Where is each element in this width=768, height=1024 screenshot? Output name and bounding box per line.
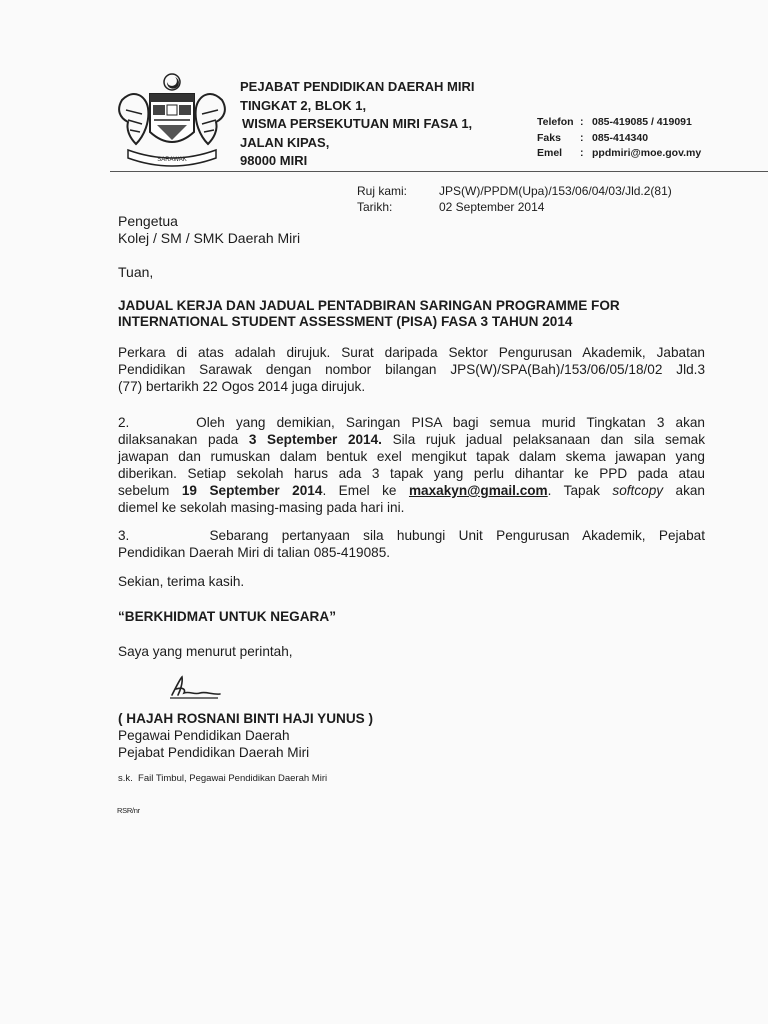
address-line: TINGKAT 2, BLOK 1, (240, 97, 367, 113)
signatory-title: Pegawai Pendidikan Daerah (118, 728, 290, 743)
signatory-office: Pejabat Pendidikan Daerah Miri (118, 745, 310, 760)
recipient-line: Pengetua (118, 213, 178, 229)
body-paragraph-3 (118, 527, 705, 561)
paragraph-line: diemel ke sekolah masing-masing pada hari ini. (118, 500, 405, 515)
deadline-date: 19 September 2014 (181, 483, 323, 498)
contact-value: ppdmiri@moe.gov.my (592, 147, 702, 159)
address-line: JALAN KIPAS, (240, 134, 330, 150)
contact-fax: Faks : 085-414340 (537, 131, 701, 147)
contact-label: Faks (537, 131, 561, 144)
subject-line: JADUAL KERJA DAN JADUAL PENTADBIRAN SARINGAN PROGRAMME FOR (118, 298, 620, 313)
subject-line: INTERNATIONAL STUDENT ASSESSMENT (PISA) FASA 3 TAHUN 2014 (118, 314, 573, 329)
paragraph-line (118, 431, 705, 448)
text-run: Sila rujuk jadual pelaksanaan dan sila semak (381, 432, 706, 447)
paragraph-line: 3. Sebarang pertanyaan sila hubungi Unit Pengurusan Akademik, Pejabat (118, 528, 705, 543)
text-run: akan (663, 483, 705, 498)
text-run: dilaksanakan pada (118, 432, 249, 447)
paragraph-line: Perkara di atas adalah dirujuk. Surat daripada Sektor Pengurusan Akademik, Jabatan (118, 345, 705, 360)
text-run: . Tapak (547, 483, 613, 498)
signature-icon (168, 673, 224, 703)
date-label: Tarikh: (357, 200, 393, 214)
reference-label: Ruj kami: (357, 184, 408, 198)
contact-phone: Telefon : 085-419085 / 419091 (537, 115, 701, 131)
reference-block (357, 183, 672, 215)
paragraph-line: Pendidikan Sarawak dengan nombor bilangan JPS(W)/SPA(Bah)/153/06/05/18/02 Jld.3 (118, 362, 705, 377)
reference-initials: RSR/nr (117, 806, 140, 815)
highlight-date: 3 September 2014. (248, 432, 382, 447)
date-value: 02 September 2014 (439, 200, 545, 214)
carbon-copy: s.k. Fail Timbul, Pegawai Pendidikan Daerah Miri (118, 773, 328, 784)
paragraph-line (118, 482, 705, 499)
letterhead-contact (537, 115, 701, 162)
svg-text:SARAWAK: SARAWAK (157, 157, 187, 163)
email-link[interactable]: maxakyn@gmail.com (408, 483, 548, 498)
address-line: 98000 MIRI (240, 153, 308, 168)
text-run: sebelum (118, 483, 182, 498)
recipient (118, 213, 300, 247)
paragraph-line: diberikan. Setiap sekolah harus ada 3 tapak yang perlu dihantar ke PPD pada atau (118, 466, 705, 481)
paragraph-line: Pendidikan Daerah Miri di talian 085-419085. (118, 545, 391, 560)
recipient-line: Kolej / SM / SMK Daerah Miri (118, 230, 301, 246)
signatory-block (118, 710, 373, 761)
paragraph-line: jawapan dan rumuskan dalam bentuk exel mengikut tapak dalam skema jawapan yang (118, 449, 705, 464)
motto: “BERKHIDMAT UNTUK NEGARA” (118, 609, 336, 624)
contact-value: 085-414340 (592, 131, 649, 144)
signatory-name: ( HAJAH ROSNANI BINTI HAJI YUNUS ) (118, 711, 374, 726)
italic-term: softcopy (612, 483, 664, 498)
text-run: . Emel ke (322, 483, 409, 498)
body-paragraph-2 (118, 414, 705, 516)
address-line: WISMA PERSEKUTUAN MIRI FASA 1, (242, 116, 473, 131)
paragraph-line: (77) bertarikh 22 Ogos 2014 juga dirujuk. (118, 379, 366, 394)
reference-row (357, 183, 672, 199)
letterhead-address (240, 78, 475, 171)
closing-remark: Sekian, terima kasih. (118, 574, 245, 589)
body-paragraph-1 (118, 344, 705, 395)
contact-label: Emel (537, 147, 563, 159)
letterhead-divider (110, 171, 768, 172)
reference-value: JPS(W)/PPDM(Upa)/153/06/04/03/Jld.2(81) (439, 184, 672, 198)
date-row (357, 199, 672, 215)
address-line: PEJABAT PENDIDIKAN DAERAH MIRI (240, 79, 475, 94)
closing-phrase: Saya yang menurut perintah, (118, 644, 293, 659)
salutation: Tuan, (118, 264, 154, 280)
contact-email: Emel : ppdmiri@moe.gov.my (537, 146, 701, 162)
subject-heading (118, 298, 708, 330)
paragraph-line: 2. Oleh yang demikian, Saringan PISA bagi semua murid Tingkatan 3 akan (118, 415, 705, 430)
coat-of-arms-icon (112, 70, 232, 170)
contact-label: Telefon (537, 116, 574, 128)
contact-value: 085-419085 / 419091 (592, 116, 692, 128)
